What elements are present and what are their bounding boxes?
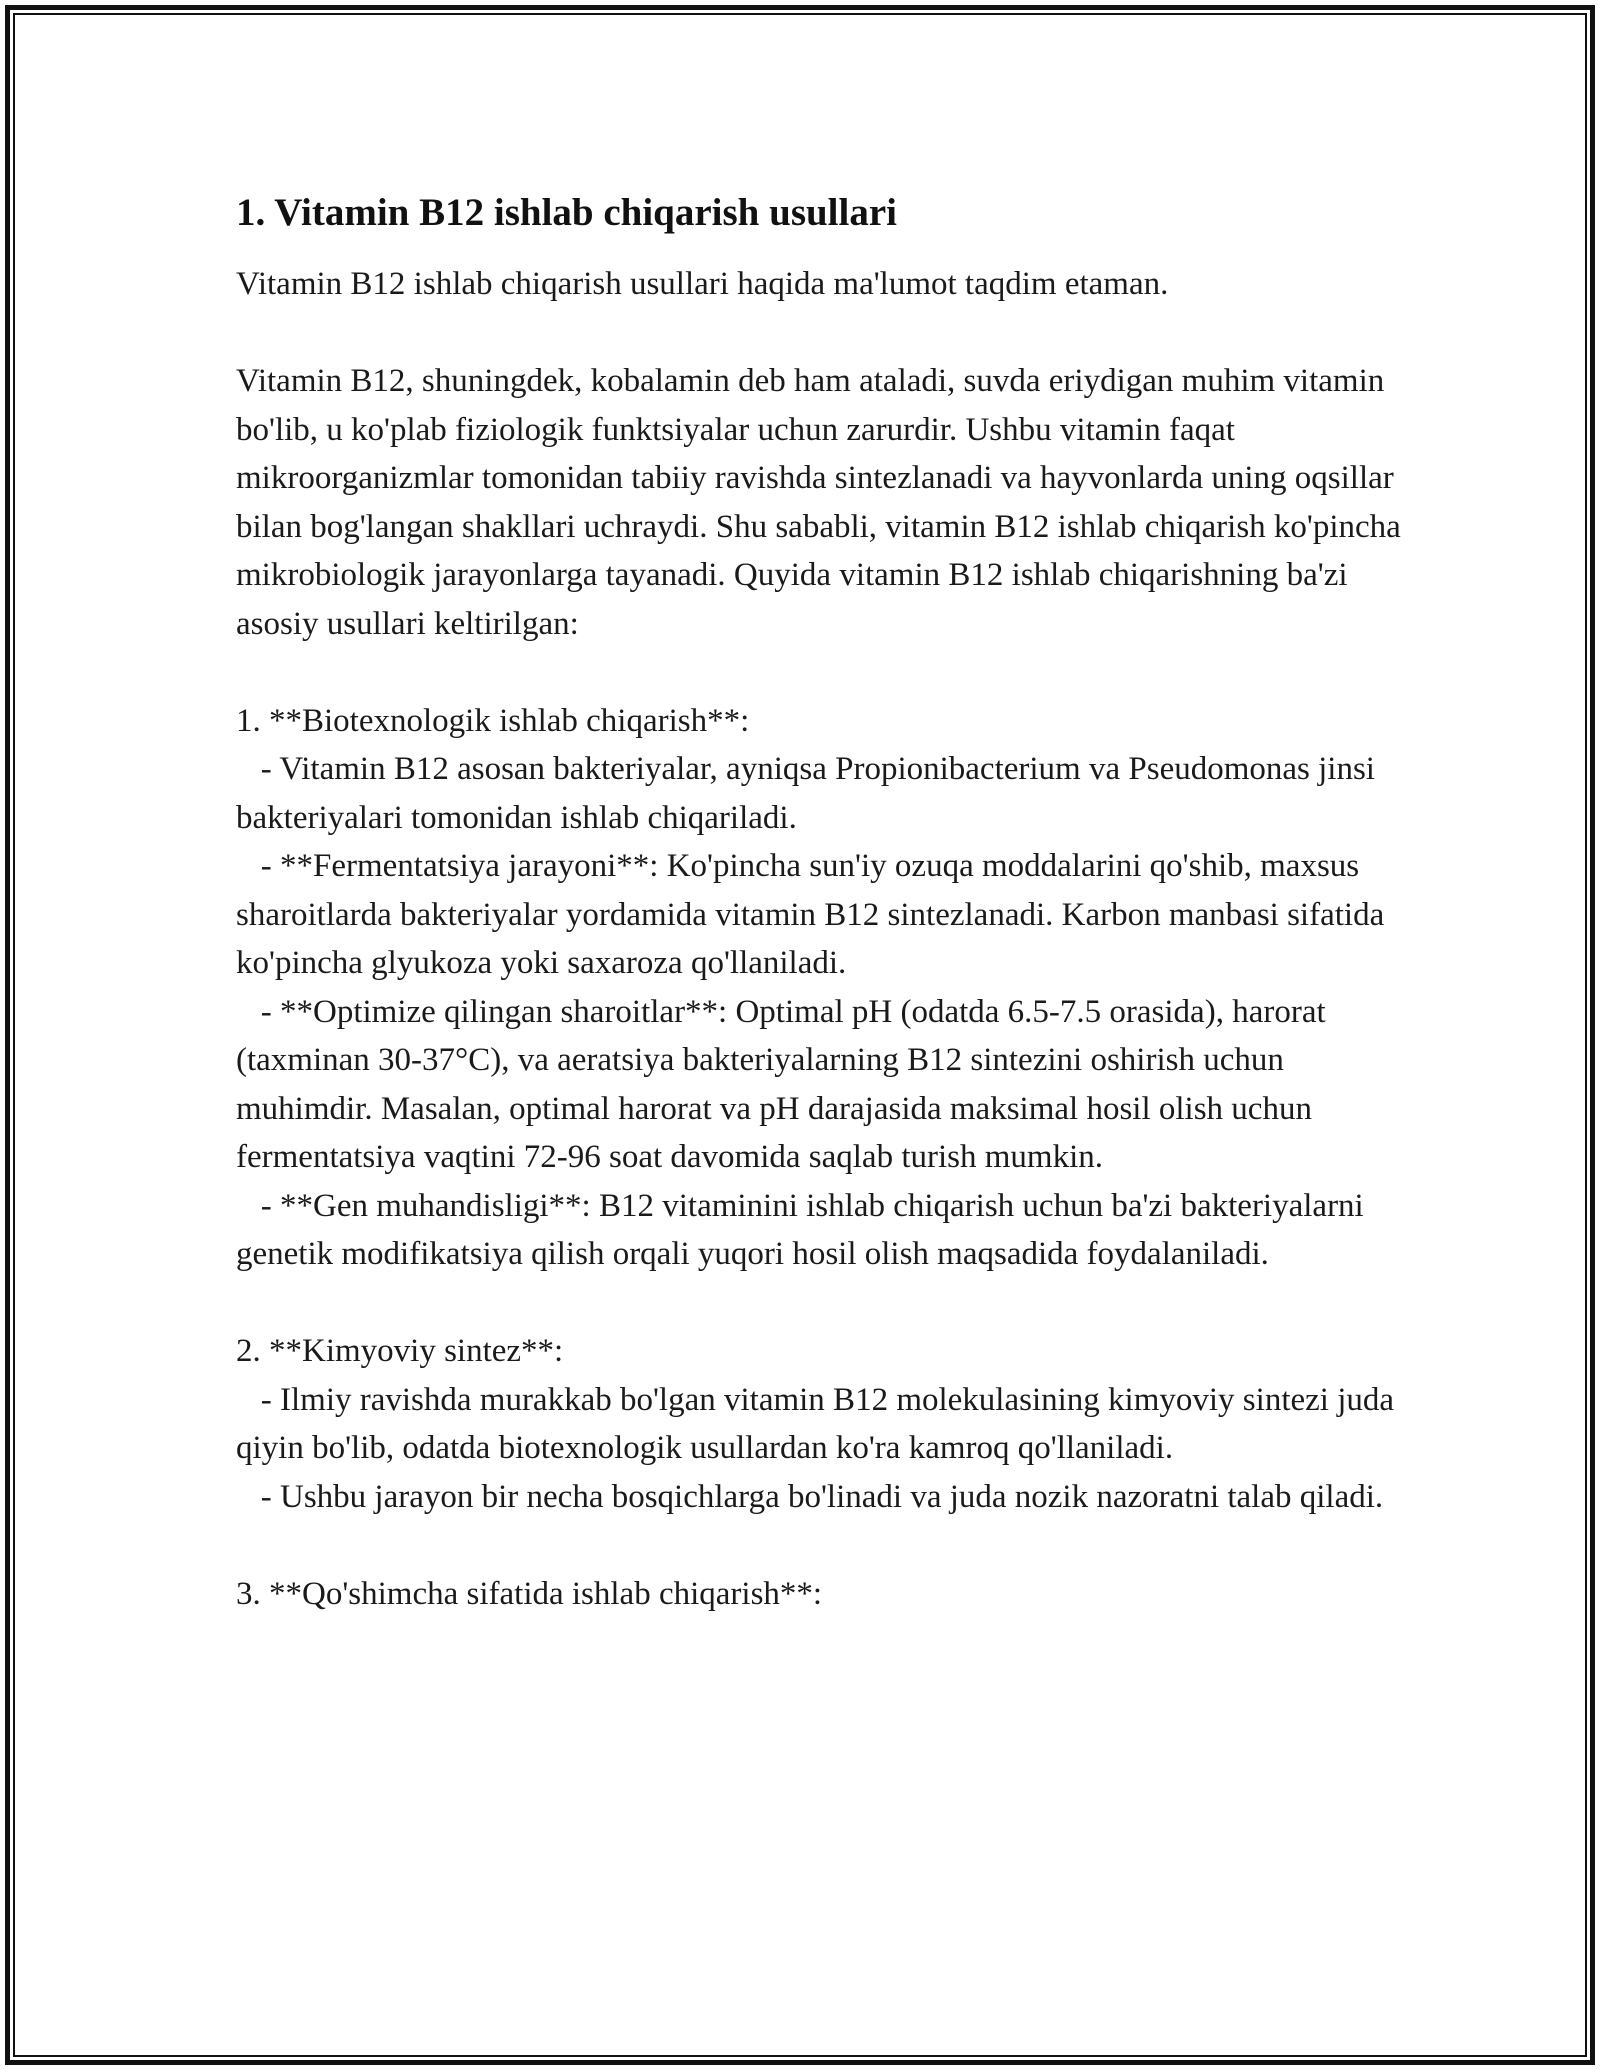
list-item: - **Gen muhandisligi**: B12 vitaminini ishlab chiqarish uchun ba'zi bakteriyalarni genetik modifikatsiya qilish orqali yuqori hosil olish maqsadida foydalaniladi. <box>236 1187 1372 1272</box>
section-chemical <box>236 1327 1406 1521</box>
section-heading-supplement: 3. **Qo'shimcha sifatida ishlab chiqarish**: <box>236 1575 823 1612</box>
section-heading-biotech: 1. **Biotexnologik ishlab chiqarish**: <box>236 702 750 739</box>
list-item: - Ilmiy ravishda murakkab bo'lgan vitamin B12 molekulasining kimyoviy sintezi juda qiyin bo'lib, odatda biotexnologik usullardan ko'ra kamroq qo'llaniladi. <box>236 1381 1403 1466</box>
document-title: 1. Vitamin B12 ishlab chiqarish usullari <box>236 191 898 234</box>
section-heading-chemical: 2. **Kimyoviy sintez**: <box>236 1333 564 1369</box>
list-item: - Vitamin B12 asosan bakteriyalar, ayniqsa Propionibacterium va Pseudomonas jinsi bakteriyalari tomonidan ishlab chiqariladi. <box>236 751 1384 836</box>
section-biotech <box>236 697 1406 1279</box>
list-item: - **Fermentatsiya jarayoni**: Ko'pincha sun'iy ozuqa moddalarini qo'shib, maxsus sharoitlarda bakteriyalar yordamida vitamin B12 sintezlanadi. Karbon manbasi sifatida ko'pincha glyukoza yoki saxaroza qo'llaniladi. <box>236 848 1393 981</box>
list-item: - Ushbu jarayon bir necha bosqichlarga bo'linadi va juda nozik nazoratni talab qiladi. <box>236 1478 1384 1515</box>
list-item: - **Optimize qilingan sharoitlar**: Optimal pH (odatda 6.5-7.5 orasida), harorat (taxminan 30-37°C), va aeratsiya bakteriyalarning B12 sintezini oshirish uchun muhimdir. Masalan, optimal harorat va pH darajasida maksimal hosil olish uchun fermentatsiya vaqtini 72-96 soat davomida saqlab turish mumkin. <box>236 993 1334 1175</box>
section-supplement <box>236 1570 1406 1619</box>
intro-paragraph: Vitamin B12 ishlab chiqarish usullari haqida ma'lumot taqdim etaman. <box>236 266 1169 302</box>
overview-paragraph: Vitamin B12, shuningdek, kobalamin deb ham ataladi, suvda eriydigan muhim vitamin bo'lib, u ko'plab fiziologik funktsiyalar uchun zarurdir. Ushbu vitamin faqat mikroorganizmlar tomonidan tabiiy ravishda sintezlanadi va hayvonlarda uning oqsillar bilan bog'langan shakllari uchraydi. Shu sababli, vitamin B12 ishlab chiqarish ko'pincha mikrobiologik jarayonlarga tayanadi. Quyida vitamin B12 ishlab chiqarishning ba'zi asosiy usullari keltirilgan: <box>236 363 1410 642</box>
document-body <box>236 188 1410 1618</box>
